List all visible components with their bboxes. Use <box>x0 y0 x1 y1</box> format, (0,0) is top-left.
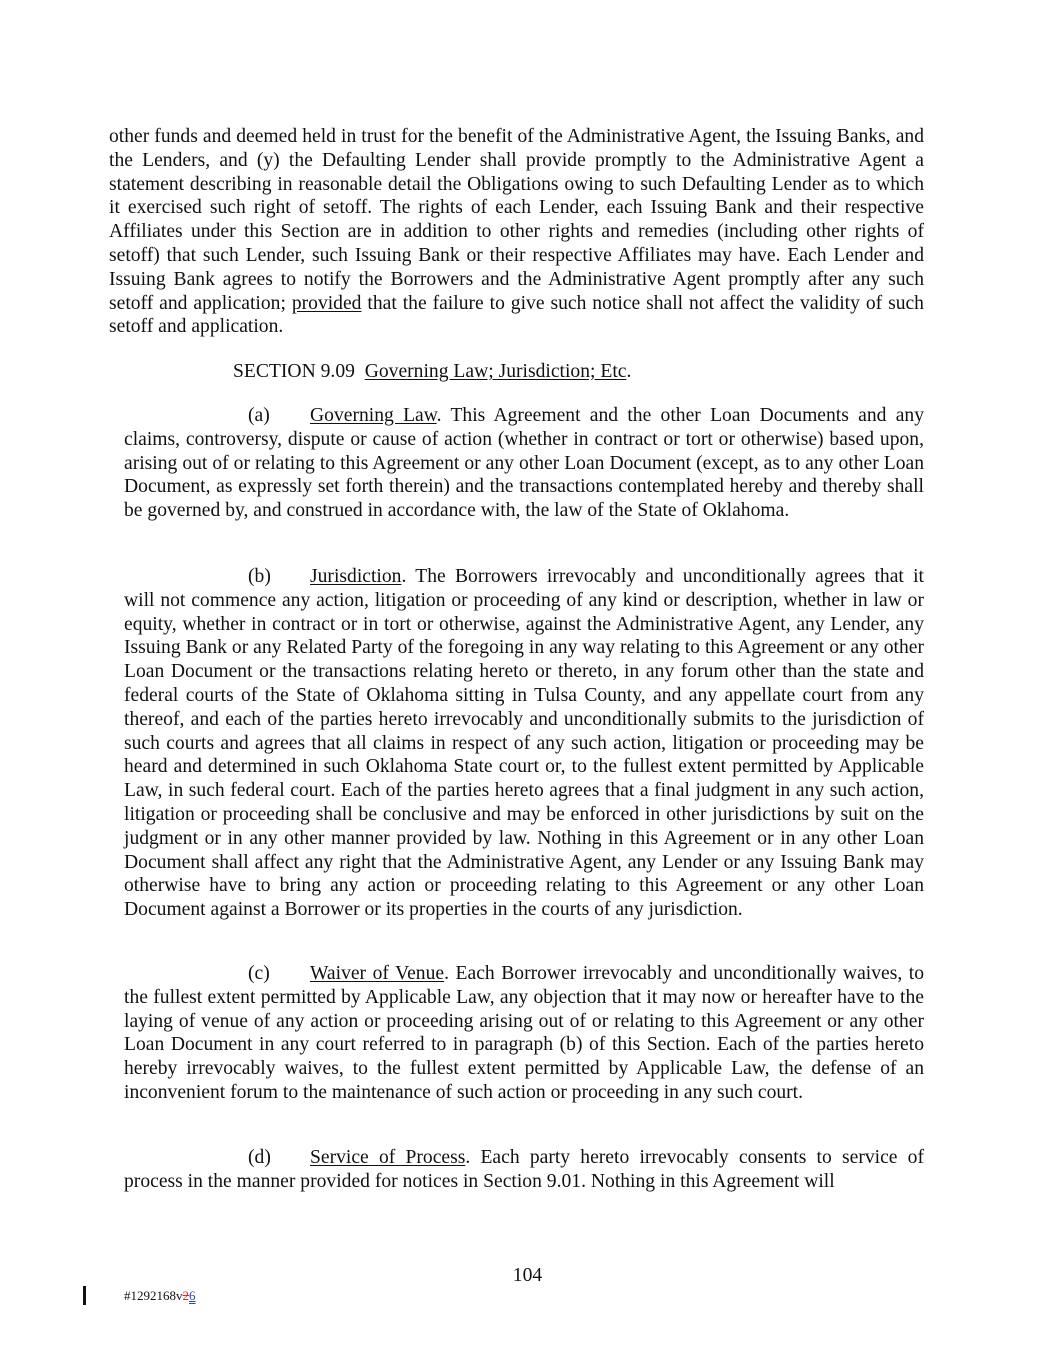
paragraph-text: other funds and deemed held in trust for the benefit of the Administrative Agent, the Issuing Banks, and the Lenders, and (y) the Defaulting Lender shall provide promptly to the Administrative Agent a statement describing in reasonable detail the Obligations owing to such Defaulting Lender as to which it exercised such right of setoff. The rights of each Lender, each Issuing Bank and their respective Affiliates under this Section are in addition to other rights and remedies (including other rights of setoff) that such Lender, such Issuing Bank or their respective Affiliates may have. Each Lender and Issuing Bank agrees to notify the Borrowers and the Administrative Agent promptly after any such setoff and application; <box>109 126 924 314</box>
document-id-footer <box>124 1288 196 1304</box>
section-number: SECTION 9.09 <box>233 361 355 382</box>
subsection-label: (d) <box>248 1147 271 1168</box>
subsection-a <box>124 404 924 523</box>
deleted-version-mark: 2 <box>182 1288 189 1303</box>
subsection-body: . Each Borrower irrevocably and unconditionally waives, to the fullest extent permitted by Applicable Law, any objection that it may now or hereafter have to the laying of venue of any action or proceeding arising out of or relating to this Agreement or any other Loan Document in any court referred to in paragraph (b) of this Section. Each of the parties hereto hereby irrevocably waives, to the fullest extent permitted by Applicable Law, the defense of an inconvenient forum to the maintenance of such action or proceeding in any such court. <box>124 963 925 1103</box>
subsection-c <box>124 962 924 1105</box>
subsection-label: (b) <box>248 566 271 587</box>
section-title-suffix: . <box>626 361 632 382</box>
subsection-d <box>124 1146 924 1194</box>
subsection-heading: Governing Law <box>310 405 437 426</box>
revision-change-bar <box>83 1286 86 1305</box>
subsection-heading: Jurisdiction <box>310 566 402 587</box>
subsection-body: . Each party hereto irrevocably consents to service of process in the manner provided for notices in Section 9.01. Nothing in this Agreement will <box>124 1147 925 1192</box>
subsection-heading: Waiver of Venue <box>310 963 445 984</box>
inserted-version-mark: 6 <box>189 1288 196 1303</box>
subsection-b <box>124 565 924 922</box>
page-number: 104 <box>512 1265 543 1286</box>
subsection-label: (a) <box>248 405 270 426</box>
subsection-body: . The Borrowers irrevocably and unconditionally agrees that it will not commence any action, litigation or proceeding of any kind or description, whether in law or equity, whether in contract or in tort or otherwise, against the Administrative Agent, any Lender, any Issuing Bank or any Related Party of the foregoing in any way relating to this Agreement or any other Loan Document or the transactions relating hereto or thereto, in any forum other than the state and federal courts of the State of Oklahoma sitting in Tulsa County, and any appellate court from any thereof, and each of the parties hereto irrevocably and unconditionally submits to the jurisdiction of such courts and agrees that all claims in respect of any such action, litigation or proceeding may be heard and determined in such Oklahoma State court or, to the fullest extent permitted by Applicable Law, in such federal court. Each of the parties hereto agrees that a final judgment in any such action, litigation or proceeding shall be conclusive and may be enforced in other jurisdictions by suit on the judgment or in any other manner provided by law. Nothing in this Agreement or in any other Loan Document shall affect any right that the Administrative Agent, any Lender or any Issuing Bank may otherwise have to bring any action or proceeding relating to this Agreement or any other Loan Document against a Borrower or its properties in the courts of any jurisdiction. <box>124 566 924 921</box>
section-heading <box>233 360 631 384</box>
provided-term: provided <box>291 292 362 314</box>
subsection-heading: Service of Process <box>310 1147 466 1168</box>
subsection-label: (c) <box>248 963 270 984</box>
continuation-paragraph <box>109 125 924 339</box>
subsection-body: . This Agreement and the other Loan Documents and any claims, controversy, dispute or cause of action (whether in contract or tort or otherwise) based upon, arising out of or relating to this Agreement or any other Loan Document (except, as to any other Loan Document, as expressly set forth therein) and the transactions contemplated hereby and thereby shall be governed by, and construed in accordance with, the law of the State of Oklahoma. <box>124 405 924 522</box>
section-title: Governing Law; Jurisdiction; Etc <box>364 361 627 382</box>
doc-id-prefix: #1292168v <box>124 1288 183 1303</box>
paragraph-text-end: that the failure to give such notice shall not affect the validity of such setoff and application. <box>109 292 924 338</box>
